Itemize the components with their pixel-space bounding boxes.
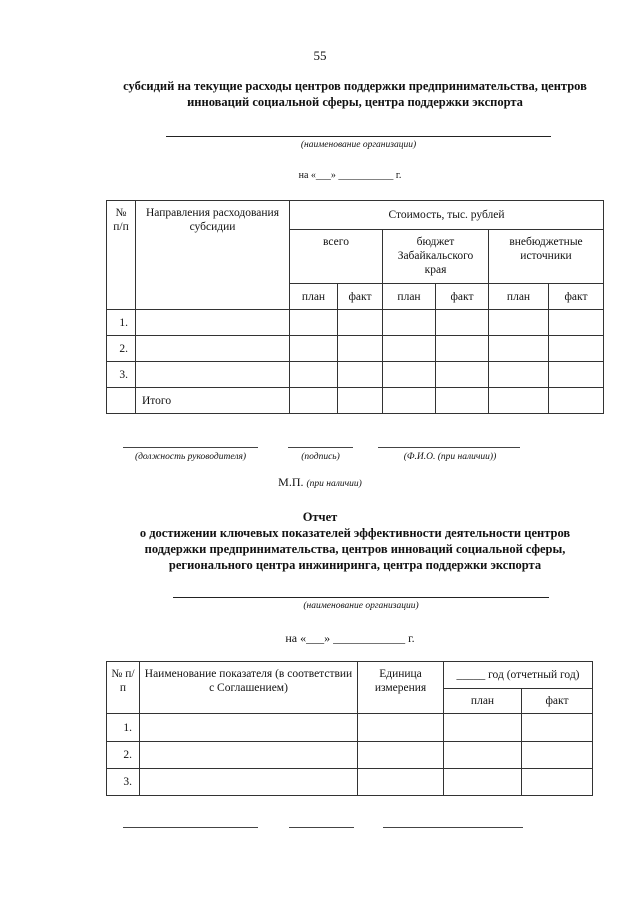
table-row bbox=[107, 310, 604, 336]
position-signature-line-2 bbox=[123, 827, 258, 828]
sign-line-2 bbox=[289, 827, 354, 828]
org-name-line bbox=[166, 136, 551, 137]
org-name-line-2 bbox=[173, 597, 549, 598]
table-row bbox=[107, 742, 593, 769]
extra-fact-header: факт bbox=[549, 284, 604, 310]
col-number-header: № п/п bbox=[107, 201, 136, 310]
row-number: 1. bbox=[107, 714, 140, 742]
org-name-caption: (наименование организации) bbox=[300, 140, 417, 150]
kpi-report-table bbox=[106, 661, 593, 796]
total-plan-header: план bbox=[290, 284, 338, 310]
name-caption: (Ф.И.О. (при наличии)) bbox=[403, 452, 497, 462]
report-date-line-2: на «___» ____________ г. bbox=[285, 631, 415, 645]
col-indicator-header: Наименование показателя (в соответствии с Соглашением) bbox=[140, 662, 358, 714]
row-number: 1. bbox=[107, 310, 136, 336]
section2-title-line3: регионального центра инжиниринга, центра поддержки экспорта bbox=[168, 558, 542, 572]
subsidy-expenses-table bbox=[106, 200, 604, 414]
section1-title bbox=[100, 78, 610, 110]
col-year-header: _____ год (отчетный год) bbox=[444, 662, 593, 689]
col-number-header: № п/п bbox=[107, 662, 140, 714]
sign-caption: (подпись) bbox=[301, 452, 340, 462]
report-date-line: на «___» ___________ г. bbox=[298, 170, 402, 181]
stamp-optional: (при наличии) bbox=[306, 479, 362, 489]
total-fact-header: факт bbox=[338, 284, 383, 310]
row-number: 3. bbox=[107, 362, 136, 388]
section1-title-line2: инноваций социальной сферы, центра поддержки экспорта bbox=[187, 95, 523, 109]
col-unit-header: Единица измерения bbox=[358, 662, 444, 714]
row-number: 2. bbox=[107, 336, 136, 362]
section2-title bbox=[100, 525, 610, 573]
table-row bbox=[107, 714, 593, 742]
row-number: 2. bbox=[107, 742, 140, 769]
budget-plan-header: план bbox=[383, 284, 436, 310]
row-number: 3. bbox=[107, 769, 140, 796]
year-fact-header: факт bbox=[522, 689, 593, 714]
name-signature-line bbox=[378, 447, 520, 448]
section2-title-line2: поддержки предпринимательства, центров инноваций социальной сферы, bbox=[144, 542, 566, 556]
name-signature-line-2 bbox=[383, 827, 523, 828]
extra-plan-header: план bbox=[489, 284, 549, 310]
section2-heading: Отчет bbox=[302, 510, 338, 524]
total-label: Итого bbox=[136, 388, 290, 414]
col-direction-header: Направления расходования субсидии bbox=[136, 201, 290, 310]
table-row bbox=[107, 362, 604, 388]
total-row bbox=[107, 388, 604, 414]
stamp-note bbox=[0, 475, 640, 490]
col-budget-header: бюджет Забайкальского края bbox=[383, 230, 489, 284]
position-signature-line bbox=[123, 447, 258, 448]
table-row bbox=[107, 769, 593, 796]
col-extra-header: внебюджетные источники bbox=[489, 230, 604, 284]
col-total-header: всего bbox=[290, 230, 383, 284]
year-plan-header: план bbox=[444, 689, 522, 714]
stamp-label: М.П. bbox=[278, 475, 304, 489]
position-caption: (должность руководителя) bbox=[134, 452, 247, 462]
budget-fact-header: факт bbox=[436, 284, 489, 310]
page-number: 55 bbox=[313, 48, 327, 63]
col-cost-header: Стоимость, тыс. рублей bbox=[290, 201, 604, 230]
section1-title-line1: субсидий на текущие расходы центров поддержки предпринимательства, центров bbox=[123, 79, 587, 93]
section2-title-line1: о достижении ключевых показателей эффективности деятельности центров bbox=[139, 526, 571, 540]
org-name-caption-2: (наименование организации) bbox=[303, 601, 419, 611]
table-row bbox=[107, 336, 604, 362]
sign-line bbox=[288, 447, 353, 448]
